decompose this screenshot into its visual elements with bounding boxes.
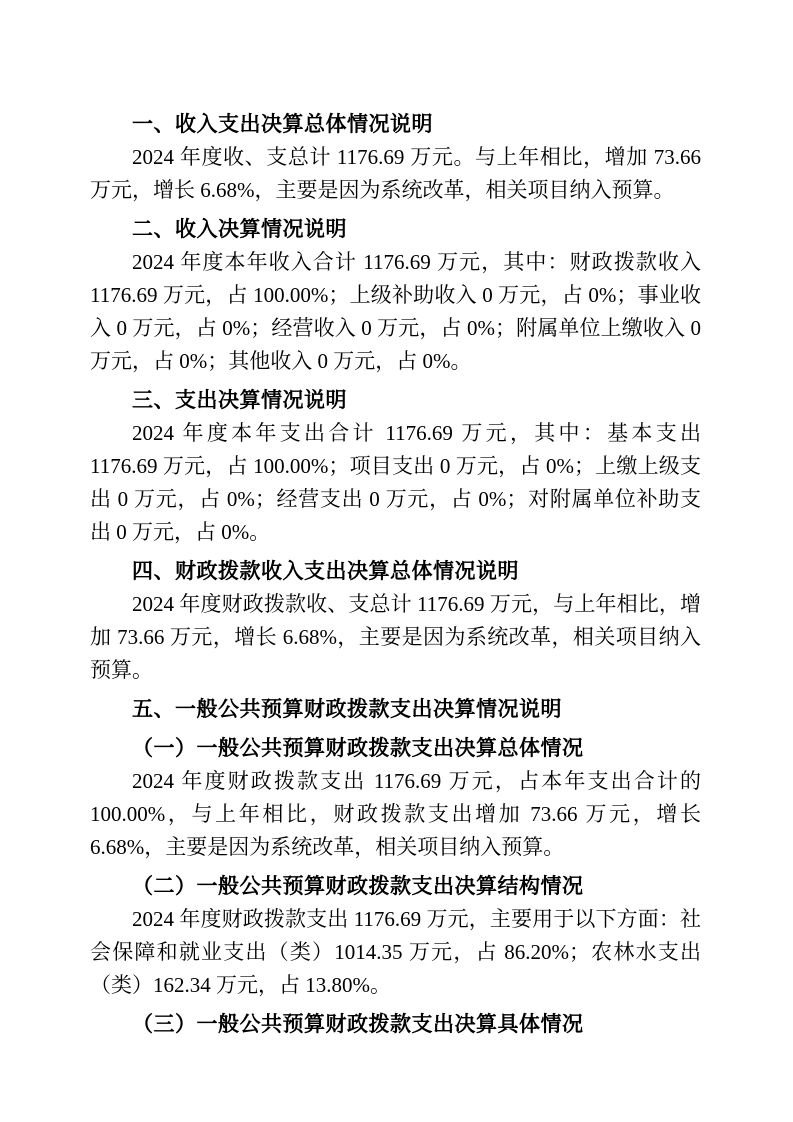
- section-5-sub-2-heading-structure-situation: （二）一般公共预算财政拨款支出决算结构情况: [132, 874, 584, 898]
- section-5-sub-3-heading-specific-situation: （三）一般公共预算财政拨款支出决算具体情况: [132, 1012, 584, 1036]
- section-5-sub-1-heading-overall-situation: （一）一般公共预算财政拨款支出决算总体情况: [132, 736, 584, 760]
- section-3-paragraph-expense-breakdown: 2024 年度本年支出合计 1176.69 万元，其中：基本支出 1176.69 万元，占 100.00%；项目支出 0 万元，占 0%；上缴上级支出 0 万元，占 0%；经营支出 0 万元，占 0%；对附属单位补助支出 0 万元，占 0%。: [90, 421, 701, 544]
- section-5-heading-general-public-budget-expense: 五、一般公共预算财政拨款支出决算情况说明: [132, 697, 562, 721]
- section-1-paragraph-totals: 2024 年度收、支总计 1176.69 万元。与上年相比，增加 73.66 万元，增长 6.68%，主要是因为系统改革，相关项目纳入预算。: [90, 145, 701, 202]
- section-4-heading-fiscal-appropriation-overview: 四、财政拨款收入支出决算总体情况说明: [132, 559, 519, 583]
- section-5-sub-1-paragraph-overall: 2024 年度财政拨款支出 1176.69 万元，占本年支出合计的 100.00%，与上年相比，财政拨款支出增加 73.66 万元，增长 6.68%，主要是因为系统改革，相关项目纳入预算。: [90, 769, 701, 859]
- section-3-heading-expense-accounts: 三、支出决算情况说明: [132, 388, 347, 412]
- section-2-heading-income-accounts: 二、收入决算情况说明: [132, 217, 347, 241]
- section-5-sub-2-paragraph-structure: 2024 年度财政拨款支出 1176.69 万元，主要用于以下方面：社会保障和就业支出（类）1014.35 万元，占 86.20%；农林水支出（类）162.34 万元，占 13.80%。: [90, 907, 701, 997]
- section-4-paragraph-appropriation-totals: 2024 年度财政拨款收、支总计 1176.69 万元，与上年相比，增加 73.66 万元，增长 6.68%，主要是因为系统改革，相关项目纳入预算。: [90, 592, 701, 682]
- section-1-heading-income-expense-overview: 一、收入支出决算总体情况说明: [132, 112, 433, 136]
- section-2-paragraph-income-breakdown: 2024 年度本年收入合计 1176.69 万元，其中：财政拨款收入 1176.69 万元，占 100.00%；上级补助收入 0 万元，占 0%；事业收入 0 万元，占 0%；经营收入 0 万元，占 0%；附属单位上缴收入 0 万元，占 0%；其他收入 0 万元，占 0%。: [90, 250, 701, 373]
